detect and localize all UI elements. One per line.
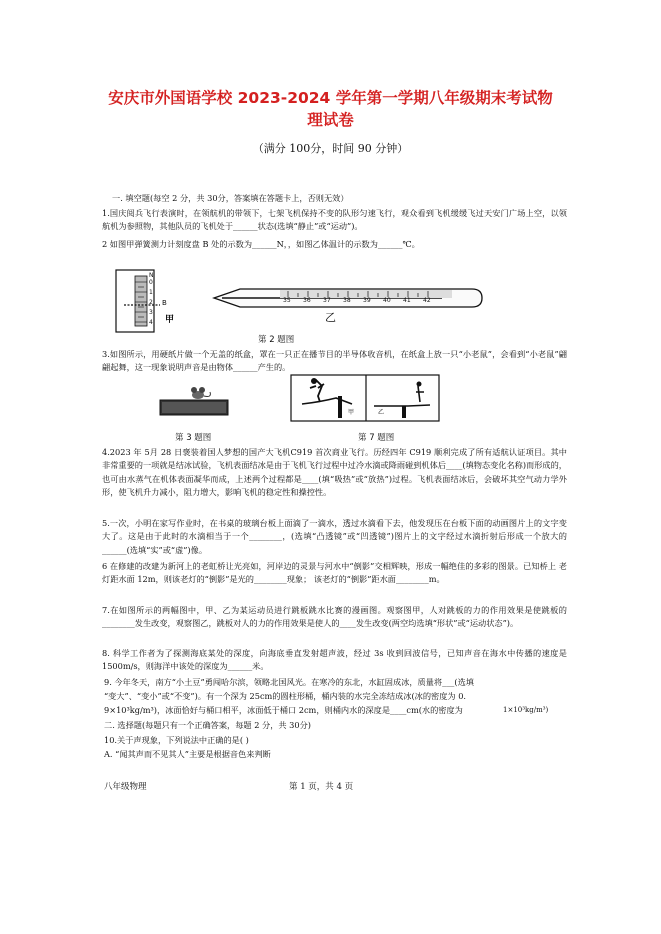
question-1: 1.国庆阅兵飞行表演时，在领航机的带领下，七架飞机保持不变的队形匀速飞行，观众看到飞机缓缓飞过天安门广场上空，以领航机为参照物，其他队员的飞机处于______状态(选填“静止”或“运动”)。 bbox=[102, 208, 567, 232]
thermo-tick-42: 42 bbox=[423, 297, 431, 304]
scale-unit: N bbox=[149, 272, 154, 279]
scale-tick-3: 3 bbox=[149, 309, 153, 316]
scale-label-jia: 甲 bbox=[165, 315, 175, 325]
question-3: 3.如图所示，用硬纸片做一个无盖的纸盒，罩在一只正在播节目的半导体收音机，在纸盒上放一只“小老鼠”，会看到“小老鼠”翩翩起舞，这一现象说明声音是由物体______产生的。 bbox=[102, 349, 567, 373]
footer-subject: 八年级物理 bbox=[104, 782, 147, 792]
question-5: 5.一次，小明在家写作业时，在书桌的玻璃台板上面滴了一滴水，透过水滴看下去，他发现压在台板下面的动画图片上的文字变大了。这是由于此时的水滴相当于一个________，(选填“凸透镜”或“凹透镜”)图片上的文字经过水滴折射后形成一个放大的______(选填“实”或“虚”)像。 bbox=[102, 518, 567, 555]
title-line-2: 理试卷 bbox=[307, 111, 354, 129]
scale-tick-4: 4 bbox=[149, 319, 153, 326]
thermo-tick-41: 41 bbox=[403, 297, 411, 304]
question-2: 2 如图甲弹簧测力计刻度盘 B 处的示数为______N，，如图乙体温计的示数为______℃。 bbox=[102, 239, 420, 249]
diving-label-jia: 甲 bbox=[348, 409, 355, 416]
thermo-tick-35: 35 bbox=[283, 297, 291, 304]
question-10: 10.关于声现象，下列说法中正确的是( ) bbox=[104, 735, 249, 745]
question-9-line-2: “变大”、“变小”或“不变”)。有一个深为 25cm的圆柱形桶，桶内装的水完全冻结成冰(冰的密度为 0. bbox=[104, 691, 467, 701]
radio-box-figure bbox=[158, 384, 230, 416]
section2-heading: 二. 选择题(每题只有一个正确答案，每题 2 分，共 30分) bbox=[104, 720, 311, 730]
thermometer-figure bbox=[210, 278, 485, 326]
question-6: 6 在修建的改建为新河上的老虹桥让光亮如，河岸边的灵景与河水中“倒影”交相辉映，形成一幅绝佳的多彩的图景。已知桥上 老灯距水面 12m，则该老灯的“倒影”是光的________现象； 该老灯的“倒影”距水面________m。 bbox=[102, 561, 567, 585]
question-8: 8. 科学工作者为了探测海底某处的深度，向海底垂直发射超声波，经过 3s 收到回波信号，已知声音在海水中传播的速度是 1500m/s，则海洋中该处的深度为______米。 bbox=[102, 648, 567, 672]
diving-label-yi: 乙 bbox=[378, 409, 385, 416]
thermo-tick-37: 37 bbox=[323, 297, 331, 304]
thermo-tick-38: 38 bbox=[343, 297, 351, 304]
figure-2-caption: 第 2 题图 bbox=[258, 335, 295, 345]
diving-board-figure bbox=[290, 374, 440, 422]
thermo-tick-40: 40 bbox=[383, 297, 391, 304]
question-9-line-3: 9×10³kg/m³)，冰面恰好与桶口相平，冰面低于桶口 2cm，则桶内水的深度是____cm(水的密度为 bbox=[104, 705, 463, 715]
title-line-1: 安庆市外国语学校 2023-2024 学年第一学期八年级期末考试物 bbox=[108, 89, 553, 107]
exam-subtitle: （满分 100分，时间 90 分钟） bbox=[252, 142, 409, 155]
figure-3-caption: 第 3 题图 bbox=[175, 433, 212, 443]
question-10-option-a: A. “闻其声而不见其人”主要是根据音色来判断 bbox=[104, 749, 271, 759]
scale-tick-0: 0 bbox=[149, 279, 153, 286]
footer-page-number: 第 1 页，共 4 页 bbox=[289, 782, 354, 792]
scale-tick-1: 1 bbox=[149, 289, 153, 296]
question-9-water-density: 1×10³kg/m³) bbox=[503, 706, 549, 714]
section1-heading: 一. 填空题(每空 2 分，共 30分，答案填在答题卡上，否则无效） bbox=[112, 193, 349, 203]
thermo-tick-36: 36 bbox=[303, 297, 311, 304]
question-7: 7.在如图所示的两幅图中，甲、乙为某运动员进行跳板跳水比赛的漫画图。观察图甲，人对跳板的力的作用效果是使跳板的________发生改变，观察图乙，跳板对人的力的作用效果是使人的____发生改变(两空均选填“形状”或“运动状态”)。 bbox=[102, 605, 567, 629]
scale-tick-2: 2 bbox=[149, 299, 153, 306]
thermo-tick-39: 39 bbox=[363, 297, 371, 304]
figure-7-caption: 第 7 题图 bbox=[358, 433, 395, 443]
question-9-line-1: 9. 今年冬天，南方“小土豆”勇闯哈尔滨，领略北国风光。在寒冷的东北，水缸固成冰，质量将___(选填 bbox=[104, 677, 474, 687]
scale-point-b: B bbox=[162, 299, 167, 307]
question-4: 4.2023 年 5月 28 日褒装着国人梦想的国产大飞机C919 首次商业飞行。历经四年 C919 顺利完成了所有适航认证项目。其中非常重要的一项就是结冰试验，飞机表面结冰是由于飞机飞行过程中过冷水滴或降雨碰到机体后____(填物态变化名称)而形成的，也可由水蒸气在机体表面凝华而成，上述两个过程都是____(填“吸热”或“放热”)过程。飞机表面结冰后，会破坏其空气动力学外形，使飞机升力减小，阻力增大，影响飞机的稳定性和操控性。 bbox=[102, 447, 567, 498]
thermo-label-yi: 乙 bbox=[325, 311, 336, 324]
spring-scale-figure bbox=[102, 268, 182, 336]
